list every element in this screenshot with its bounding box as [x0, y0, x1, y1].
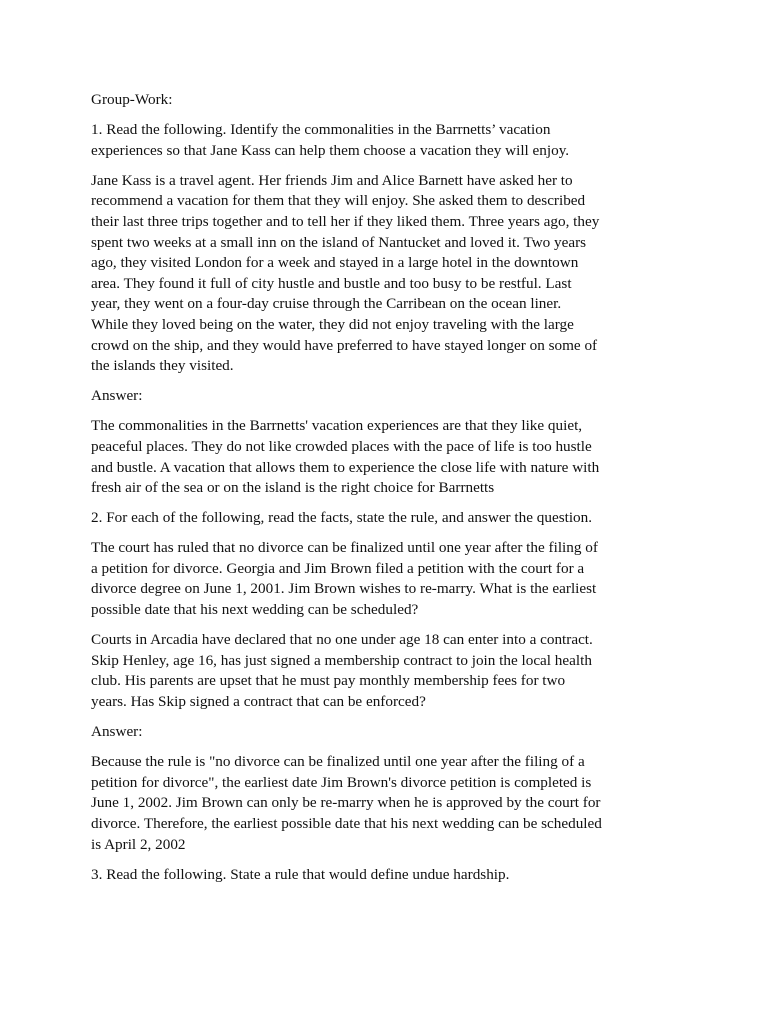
- question-3-prompt: 3. Read the following. State a rule that would define undue hardship.: [91, 865, 510, 883]
- answer-label: Answer:: [91, 387, 143, 405]
- question-2-case-divorce: The court has ruled that no divorce can be finalized until one year after the filing of a petition for divorce. Georgia and Jim Brown filed a petition with the court for a divorce degree on June 1, 2001. Jim Brown wishes to re-marry. What is the earliest possible date that his next wedding can be scheduled?: [91, 539, 598, 619]
- question-1-scenario: Jane Kass is a travel agent. Her friends Jim and Alice Barnett have asked her to recommend a vacation for them that they will enjoy. She asked them to described their last three trips together and to tell her if they liked them. Three years ago, they spent two weeks at a small inn on the island of Nantucket and loved it. Two years ago, they visited London for a week and stayed in a large hotel in the downtown area. They found it full of city hustle and bustle and too busy to be restful. Last year, they went on a four-day cruise through the Carribean on the ocean liner. While they loved being on the water, they did not enjoy traveling with the large crowd on the ship, and they would have preferred to have stayed longer on some of the islands they visited.: [91, 171, 600, 375]
- question-2-answer: Because the rule is "no divorce can be finalized until one year after the filing of a petition for divorce", the earliest date Jim Brown's divorce petition is completed is June 1, 2002. Jim Brown can only be re-marry when he is approved by the court for divorce. Therefore, the earliest possible date that his next wedding can be scheduled is April 2, 2002: [91, 753, 602, 853]
- question-2-case-contract: Courts in Arcadia have declared that no one under age 18 can enter into a contract. Skip Henley, age 16, has just signed a membership contract to join the local health club. His parents are upset that he must pay monthly membership fees for two years. Has Skip signed a contract that can be enforced?: [91, 631, 593, 710]
- section-heading: Group-Work:: [91, 91, 173, 108]
- question-1-prompt: 1. Read the following. Identify the commonalities in the Barrnetts’ vacation experiences so that Jane Kass can help them choose a vacation they will enjoy.: [91, 121, 570, 159]
- question-1-answer: The commonalities in the Barrnetts' vacation experiences are that they like quiet, peaceful places. They do not like crowded places with the pace of life is too hustle and bustle. A vacation that allows them to experience the close life with nature with fresh air of the sea or on the island is the right choice for Barrnetts: [91, 417, 600, 497]
- question-2-prompt: 2. For each of the following, read the facts, state the rule, and answer the question.: [91, 509, 593, 527]
- answer-label: Answer:: [91, 723, 143, 741]
- document-page: [91, 90, 681, 895]
